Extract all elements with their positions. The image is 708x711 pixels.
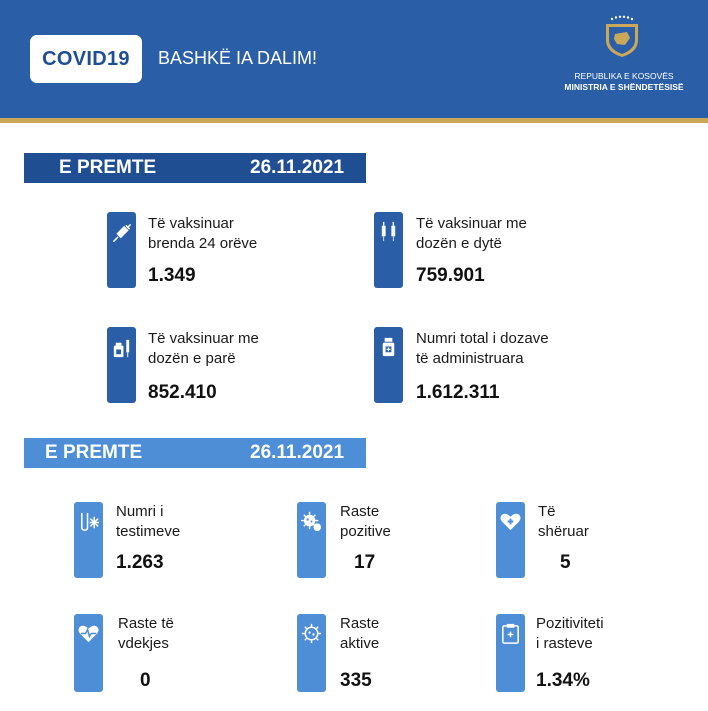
date-bar-vaccination bbox=[24, 153, 366, 183]
stat-label-line2: shëruar bbox=[538, 523, 589, 540]
stat-label-line2: aktive bbox=[340, 635, 380, 652]
vaccine-bottle-icon bbox=[377, 335, 400, 358]
stat-value: 1.349 bbox=[148, 265, 196, 286]
clipboard-icon bbox=[499, 622, 522, 645]
stat-bar bbox=[297, 502, 326, 578]
heartbeat-icon bbox=[77, 622, 100, 645]
stat-label-line1: Të vaksinuar me bbox=[416, 215, 527, 232]
stat-bar bbox=[107, 327, 136, 403]
virus-active-icon bbox=[300, 622, 323, 645]
stat-label-line2: dozën e dytë bbox=[416, 235, 502, 252]
stat-value: 5 bbox=[560, 552, 571, 573]
stat-label-line1: Pozitiviteti bbox=[536, 615, 604, 632]
stat-label-line1: Të bbox=[538, 503, 556, 520]
stat-label-line2: brenda 24 orëve bbox=[148, 235, 258, 252]
stat-bar bbox=[374, 212, 403, 288]
header-banner bbox=[0, 0, 708, 118]
stat-label-line2: dozën e parë bbox=[148, 350, 236, 367]
stat-label-line1: Raste të bbox=[118, 615, 174, 632]
test-tube-icon bbox=[77, 510, 100, 533]
stat-label-line1: Numri total i dozave bbox=[416, 330, 549, 347]
stat-label-line1: Të vaksinuar bbox=[148, 215, 234, 232]
stat-bar bbox=[297, 614, 326, 692]
day-label: E PREMTE bbox=[59, 157, 157, 178]
stat-bar bbox=[107, 212, 136, 288]
stat-label-line1: Të vaksinuar me bbox=[148, 330, 259, 347]
stat-bar bbox=[74, 502, 103, 578]
ministry-line2: MINISTRIA E SHËNDETËSISË bbox=[564, 82, 684, 92]
covid19-badge bbox=[30, 35, 142, 83]
stat-value: 1.34% bbox=[536, 670, 590, 691]
stat-label-line2: pozitive bbox=[340, 523, 391, 540]
stat-value: 759.901 bbox=[416, 265, 485, 286]
day-label: E PREMTE bbox=[45, 442, 143, 463]
date-label: 26.11.2021 bbox=[250, 157, 345, 178]
vial-syringe-icon bbox=[110, 337, 133, 360]
kosovo-seal-icon bbox=[603, 14, 641, 58]
stat-label-line2: të administruara bbox=[416, 350, 524, 367]
stat-label-line2: i rasteve bbox=[536, 635, 593, 652]
stat-bar bbox=[74, 614, 103, 692]
stat-label-line1: Raste bbox=[340, 503, 380, 520]
stat-value: 0 bbox=[140, 670, 151, 691]
date-bar-cases bbox=[24, 438, 366, 468]
stat-label-line1: Raste bbox=[340, 615, 380, 632]
brand-label: COVID19 bbox=[42, 47, 130, 70]
stat-label-line2: vdekjes bbox=[118, 635, 169, 652]
date-label: 26.11.2021 bbox=[250, 442, 345, 463]
stat-label-line1: Numri i bbox=[116, 503, 164, 520]
virus-icon bbox=[300, 510, 323, 533]
stat-bar bbox=[374, 327, 403, 403]
stat-value: 852.410 bbox=[148, 382, 217, 403]
stat-label-line2: testimeve bbox=[116, 523, 181, 540]
heart-cross-icon bbox=[499, 510, 522, 533]
gold-divider bbox=[0, 118, 708, 123]
slogan: BASHKË IA DALIM! bbox=[158, 48, 318, 68]
syringe-icon bbox=[110, 222, 133, 245]
stat-value: 335 bbox=[340, 670, 372, 691]
ministry-name bbox=[560, 71, 688, 93]
stat-value: 1.612.311 bbox=[416, 382, 500, 403]
two-syringes-icon bbox=[377, 220, 400, 243]
stat-value: 1.263 bbox=[116, 552, 164, 573]
stat-value: 17 bbox=[354, 552, 376, 573]
stat-bar bbox=[496, 502, 525, 578]
ministry-line1: REPUBLIKA E KOSOVËS bbox=[574, 71, 674, 81]
stat-bar bbox=[496, 614, 525, 692]
